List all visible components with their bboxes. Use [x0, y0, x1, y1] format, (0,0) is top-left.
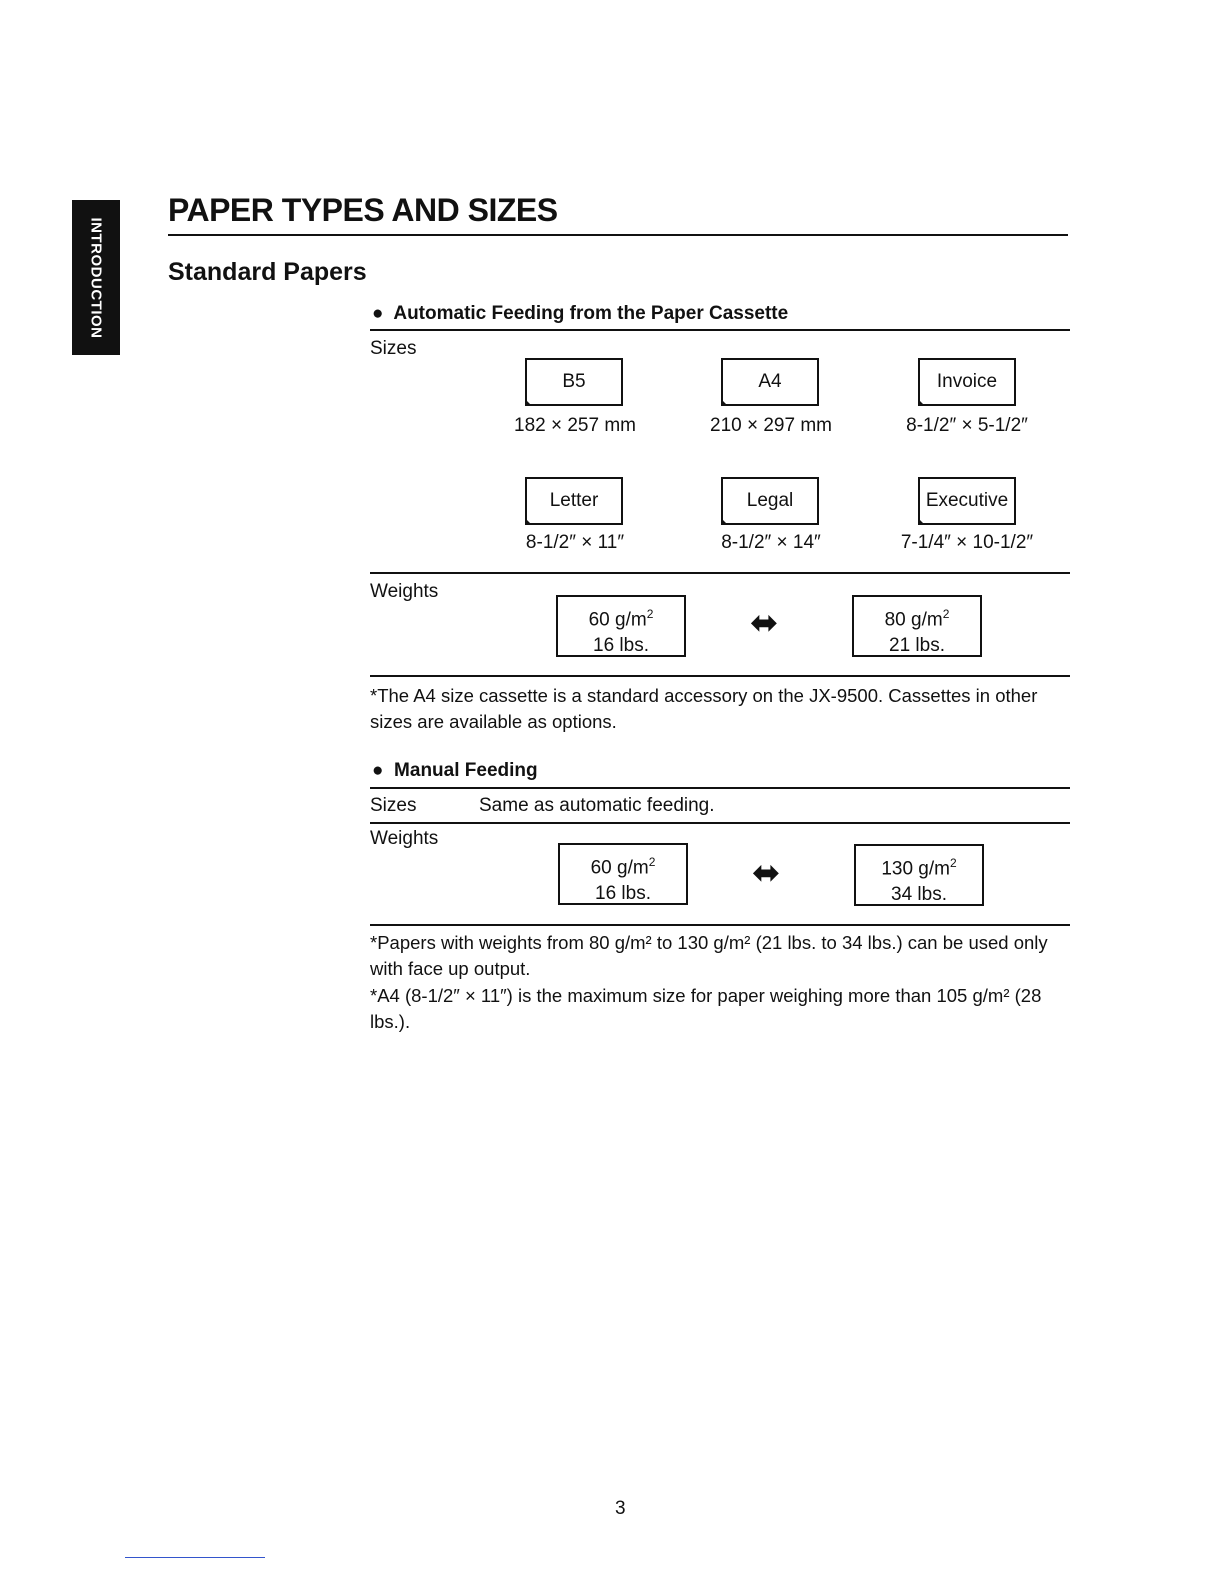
page-number: 3 — [615, 1498, 626, 1519]
weight-metric: 80 $g/m^2$ — [884, 607, 950, 631]
weight-lbs: 16 lbs. — [593, 635, 649, 657]
manual-feeding-heading: ● Manual Feeding — [372, 760, 538, 781]
paper-dim: 8-1/2″ × 14″ — [721, 532, 821, 553]
paper-size-letter — [525, 477, 623, 525]
footer-line — [125, 1557, 265, 1558]
paper-dim: 8-1/2″ × 11″ — [525, 532, 625, 553]
manual-feeding-heading-text: Manual Feeding — [394, 760, 538, 781]
paper-dim: 210 × 297 mm — [710, 415, 832, 436]
weight-max-box — [854, 844, 984, 906]
weight-metric: 60 $g/m^2$ — [590, 855, 656, 879]
paper-size-name: Invoice — [936, 371, 998, 392]
auto-feeding-heading-text: Automatic Feeding from the Paper Cassette — [393, 303, 789, 324]
paper-size-name: A4 — [758, 371, 782, 392]
paper-dim: 182 × 257 mm — [514, 415, 636, 436]
section-heading: Standard Papers — [168, 258, 367, 286]
page-title: PAPER TYPES AND SIZES — [168, 192, 558, 228]
title-rule — [168, 234, 1068, 236]
manual-note-2: *A4 (8-1/2″ × 11″) is the maximum size for paper weighing more than 105 g/m² (28 lbs.). — [370, 985, 1042, 1032]
paper-size-a4 — [721, 358, 819, 406]
sizes-label: Sizes — [370, 795, 417, 816]
weight-lbs: 16 lbs. — [595, 883, 651, 905]
divider — [370, 572, 1070, 574]
paper-size-legal — [721, 477, 819, 525]
weight-lbs: 21 lbs. — [889, 635, 945, 657]
paper-size-b5 — [525, 358, 623, 406]
weights-label: Weights — [370, 828, 439, 849]
section-tab-label: INTRODUCTION — [87, 217, 105, 338]
weights-label: Weights — [370, 581, 439, 602]
auto-note: *The A4 size cassette is a standard accessory on the JX-9500. Cassettes in other sizes are available as options. — [370, 685, 1038, 732]
weight-max-box — [852, 595, 982, 657]
paper-dim: 8-1/2″ × 5-1/2″ — [906, 415, 1028, 436]
divider — [370, 924, 1070, 926]
divider — [370, 822, 1070, 824]
paper-size-name: B5 — [562, 371, 586, 392]
weight-lbs: 34 lbs. — [891, 884, 947, 906]
weight-metric: 130 $g/m^2$ — [881, 856, 957, 880]
auto-feeding-heading: ● Automatic Feeding from the Paper Cassette — [372, 303, 789, 324]
paper-size-name: Letter — [549, 490, 599, 511]
double-arrow-icon: ⬌ — [752, 854, 781, 892]
paper-size-invoice — [918, 358, 1016, 406]
manual-note-1: *Papers with weights from 80 g/m² to 130 g/m² (21 lbs. to 34 lbs.) can be used only with face up output. — [370, 932, 1048, 979]
sizes-value: Same as automatic feeding. — [479, 795, 715, 816]
weight-min-box — [558, 843, 688, 905]
double-arrow-icon: ⬌ — [750, 604, 779, 642]
paper-dim: 7-1/4″ × 10-1/2″ — [900, 532, 1034, 553]
paper-size-name: Legal — [746, 490, 794, 511]
divider — [370, 787, 1070, 789]
sizes-label: Sizes — [370, 338, 417, 359]
paper-size-executive — [918, 477, 1016, 525]
section-tab — [72, 200, 120, 355]
paper-size-name: Executive — [925, 490, 1009, 511]
weight-metric: 60 $g/m^2$ — [588, 607, 654, 631]
divider — [370, 329, 1070, 331]
weight-min-box — [556, 595, 686, 657]
divider — [370, 675, 1070, 677]
